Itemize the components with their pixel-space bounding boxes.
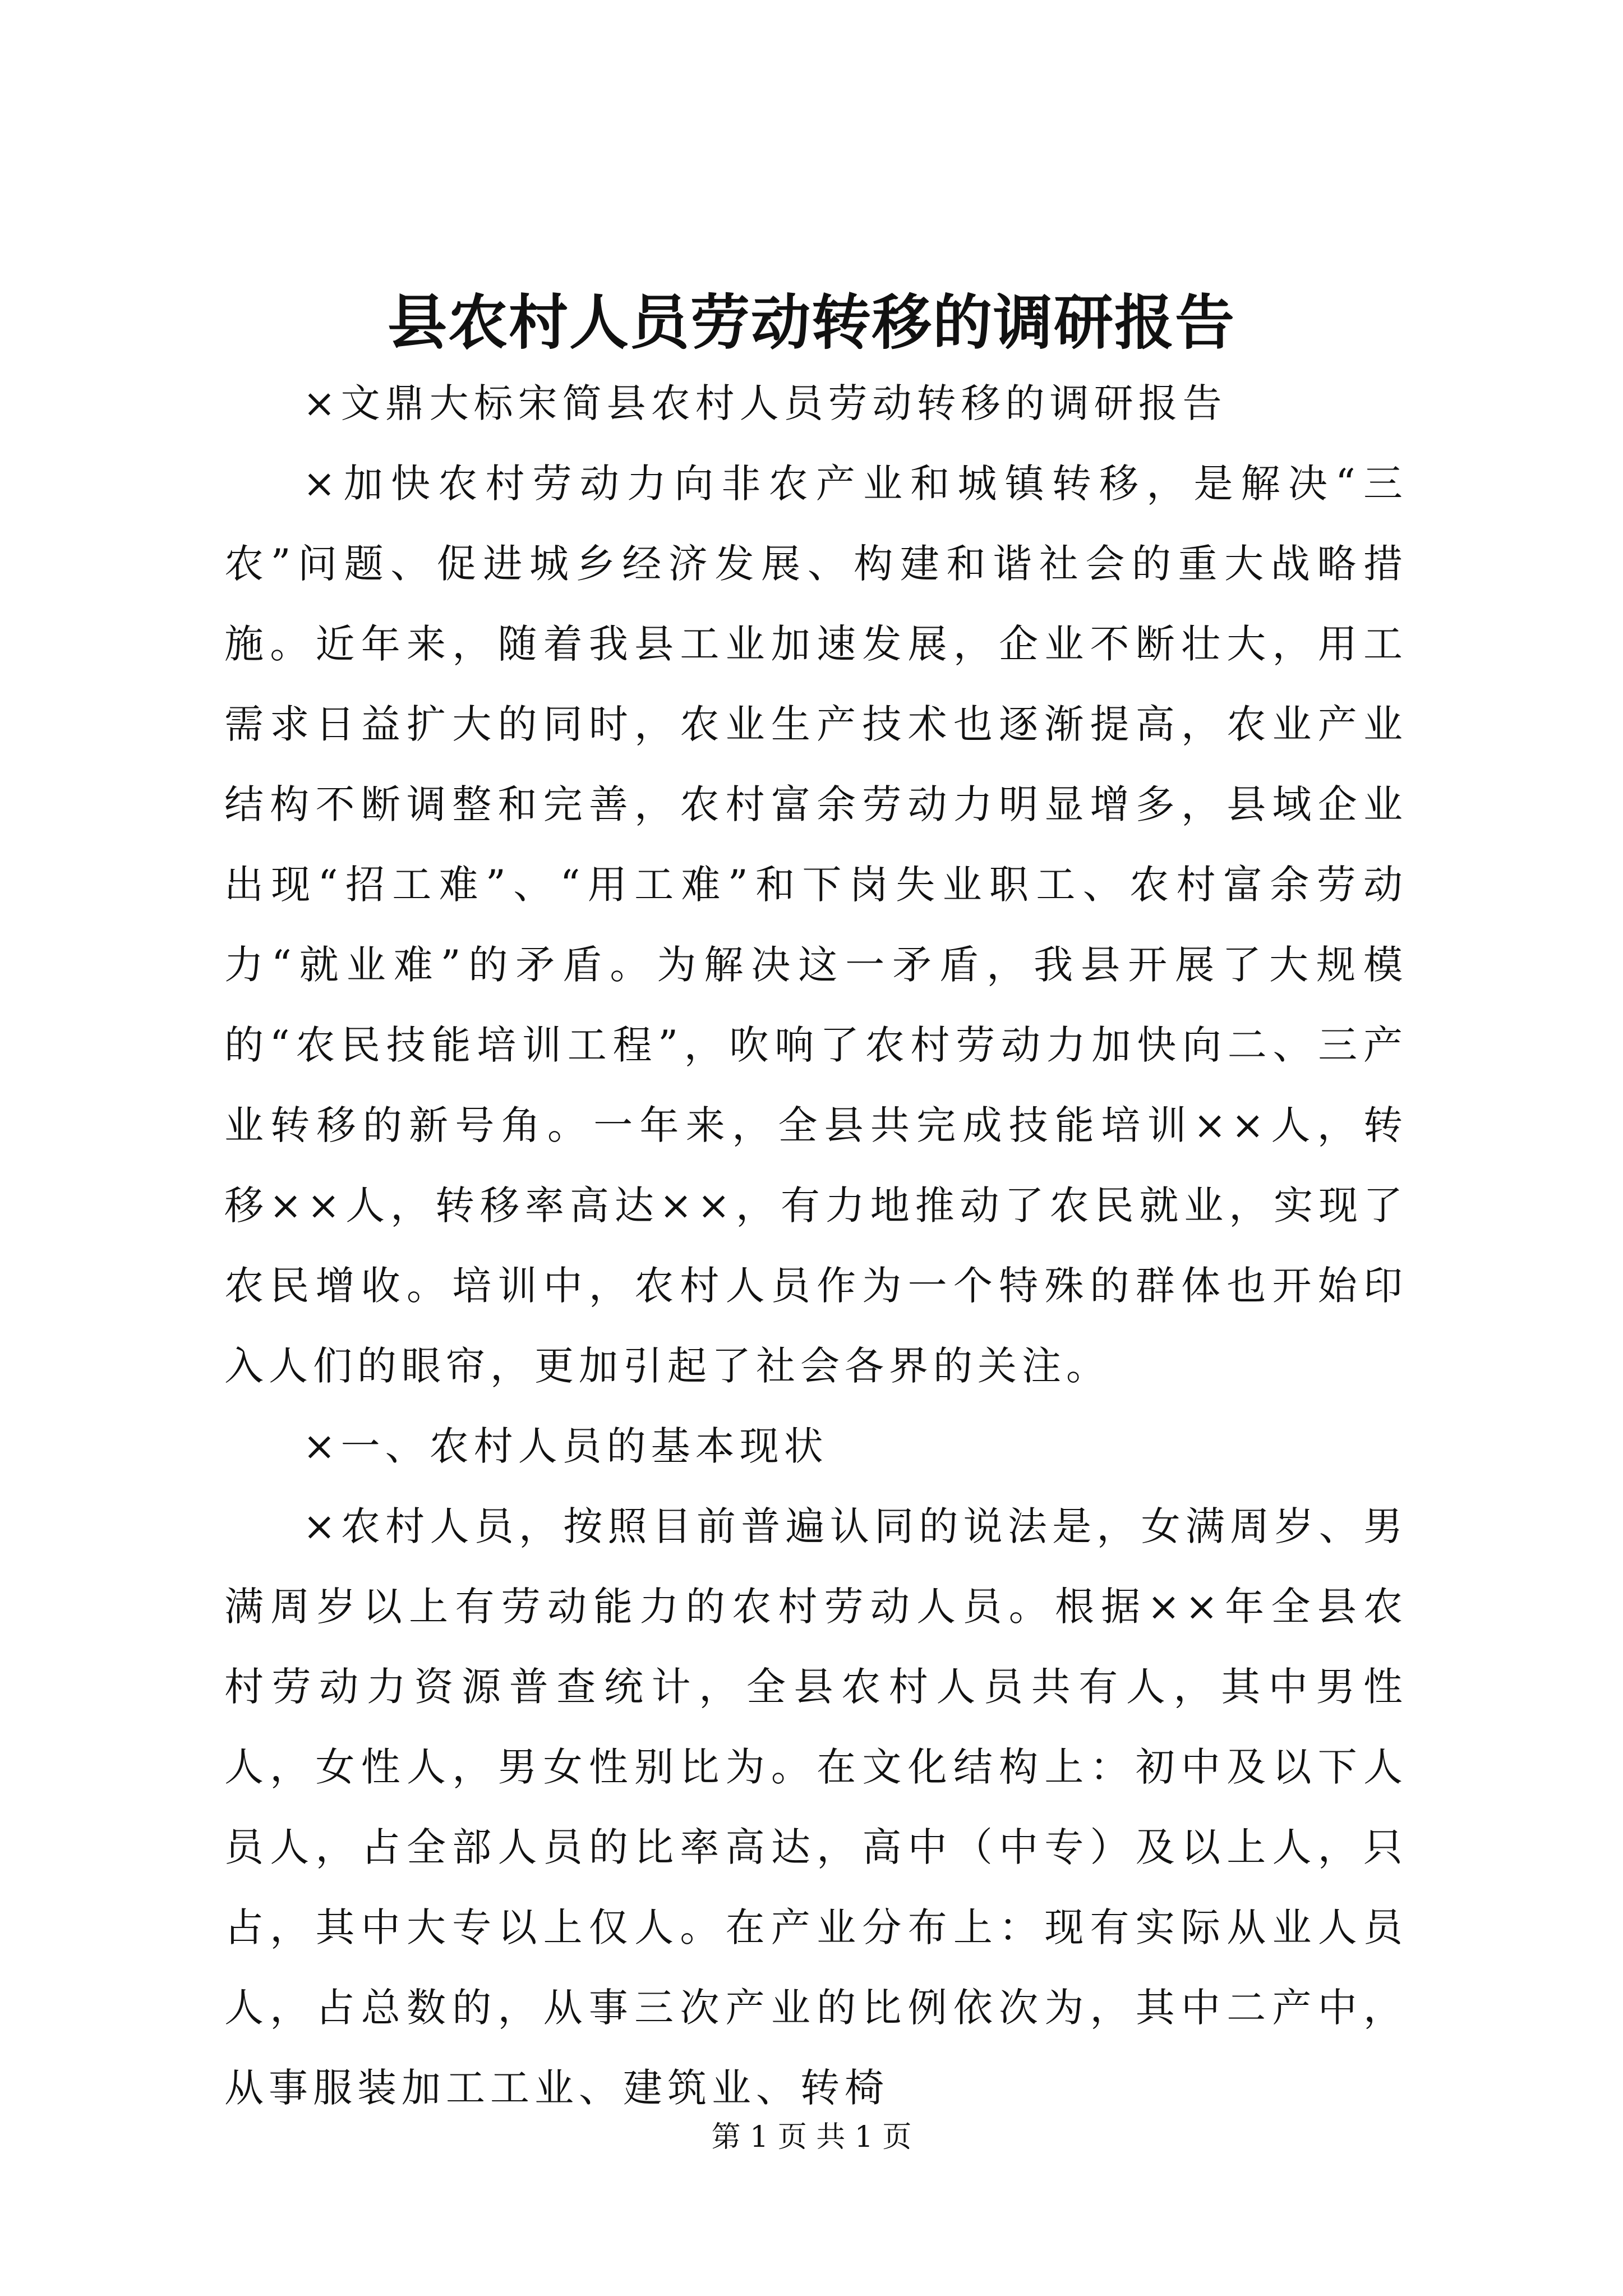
paragraph-current-status: ×农村人员，按照目前普遍认同的说法是，女满周岁、男满周岁以上有劳动能力的农村劳动人员。根据××年全县农村劳动力资源普查统计，全县农村人员共有人，其中男性人，女性人，男女性别比为。在文化结构上：初中及以下人员人，占全部人员的比率高达，高中（中专）及以上人，只占，其中大专以上仅人。在产业分布上：现有实际从业人员人，占总数的，从事三次产业的比例依次为，其中二产中，从事服装加工工业、建筑业、转椅 — [224, 1503, 1408, 2111]
page-number-footer: 第 1 页 共 1 页 — [711, 2120, 912, 2154]
section-heading: ×一、农村人员的基本现状 — [303, 1423, 828, 1469]
paragraph-intro: ×加快农村劳动力向非农产业和城镇转移，是解决“三农”问题、促进城乡经济发展、构建和谐社会的重大战略措施。近年来，随着我县工业加速发展，企业不断壮大，用工需求日益扩大的同时，农业生产技术也逐渐提高，农业产业结构不断调整和完善，农村富余劳动力明显增多，县域企业出现“招工难”、“用工难”和下岗失业职工、农村富余劳动力“就业难”的矛盾。为解决这一矛盾，我县开展了大规模的“农民技能培训工程”，吹响了农村劳动力加快向二、三产业转移的新号角。一年来，全县共完成技能培训××人，转移××人，转移率高达××，有力地推动了农民就业，实现了农民增收。培训中，农村人员作为一个特殊的群体也开始印入人们的眼帘，更加引起了社会各界的关注。 — [224, 461, 1408, 1389]
document-body — [224, 364, 1408, 2128]
paragraph-subtitle: ×文鼎大标宋简县农村人员劳动转移的调研报告 — [303, 380, 1227, 426]
document-title: 县农村人员劳动转移的调研报告 — [388, 287, 1235, 357]
